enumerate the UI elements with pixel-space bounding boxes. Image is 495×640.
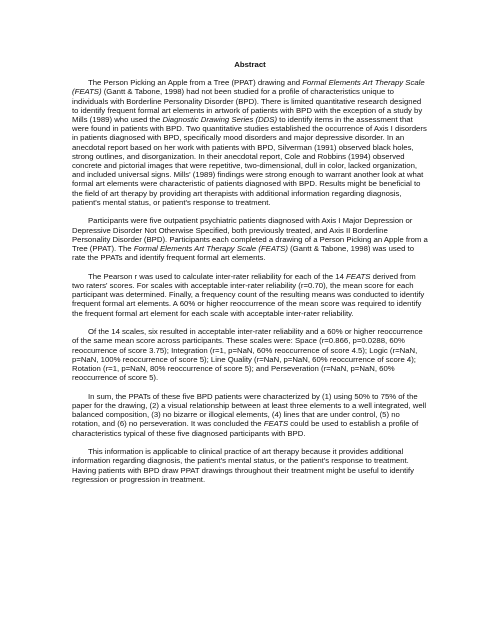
abstract-paragraph-5	[72, 392, 428, 438]
p5-text-2: could be used to establish a profile of characteristics typical of these five diagnosed participants with BPD.	[72, 419, 419, 438]
p1-italic-feats: Formal Elements Art Therapy Scale (FEATS)	[72, 78, 425, 97]
abstract-paragraph-2	[72, 216, 428, 262]
p5-text-1: In sum, the PPATs of these five BPD patients were characterized by (1) using 50% to 75% of the paper for the drawing, (2) a visual relationship between at least three elements to a well integrated, well balanced composition, (3) no bizarre or illogical elements, (4) lines that are under control, (5) no rotation, and (6) no perseveration. It was concluded the	[72, 391, 427, 429]
p1-italic-dds: Diagnostic Drawing Series (DDS)	[162, 115, 278, 125]
abstract-paragraph-6: This information is applicable to clinical practice of art therapy because it provides additional information regarding diagnosis, the patient's mental status, or the patient's response to treatment. Having patients with BPD draw PPAT drawings throughout their treatment might be useful to identify regression or progression in treatment.	[72, 447, 415, 484]
p1-text-1: The Person Picking an Apple from a Tree (PPAT) drawing and	[88, 78, 303, 88]
p2-text-2: (Gantt & Tabone, 1998) was used to rate the PPATs and identify frequent formal art elements.	[72, 244, 415, 263]
abstract-paragraph-3	[72, 272, 428, 318]
abstract-paragraph-1	[72, 78, 428, 207]
p5-italic-feats: FEATS	[263, 419, 289, 429]
document-title: Abstract	[234, 60, 266, 69]
p1-text-2: (Gantt & Tabone, 1998) had not been studied for a profile of characteristics unique to individuals with Borderline Personality Disorder (BPD). There is limited quantitative research designed to identify frequent formal art elements in artwork of patients with BPD with the exception of a study by Mills (1989) who used the	[72, 87, 423, 125]
p3-text-2: derived from two raters' scores. For scales with acceptable inter-rater reliability (r=0.70), the mean score for each participant was determined. Finally, a frequency count of the resulting means was conducted to identify frequent formal art elements. A 60% or higher reoccurrence of the mean score was required to identify the frequent formal art element for each scale with acceptable inter-rater reliability.	[72, 271, 425, 318]
p2-italic-feats: Formal Elements Art Therapy Scale (FEATS)	[133, 244, 288, 254]
abstract-paragraph-4: Of the 14 scales, six resulted in acceptable inter-rater reliability and a 60% or higher reoccurrence of the same mean score across participants. These scales were: Space (r=0.866, p=0.0288, 60% reoccurrence of score 3.75); Integration (r=1, p=NaN, 60% reoccurrence of score 4.5); Logic (r=NaN, p=NaN, 100% reoccurrence of score 5); Line Quality (r=NaN, p=NaN, 60% reoccurrence of score 4); Rotation (r=1, p=NaN, 80% reoccurrence of score 5); and Perseveration (r=NaN, p=NaN, 60% reoccurrence of score 5).	[72, 327, 423, 383]
p3-text-1: The Pearson r was used to calculate inter-rater reliability for each of the 14	[88, 271, 347, 281]
p2-text-1: Participants were five outpatient psychiatric patients diagnosed with Axis I Major Depression or Depressive Disorder Not Otherwise Specified, both previously treated, and Axis II Borderline Personality Disorder (BPD). Participants each completed a drawing of a Person Picking an Apple from a Tree (PPAT). The	[72, 216, 428, 254]
p3-italic-feats: FEATS	[346, 271, 371, 281]
p1-text-3: to identify items in the assessment that were found in patients with BPD. Two quantitative studies established the occurrence of Axis I disorders in patients diagnosed with BPD, specifically mood disorders and major depressive disorder. In an anecdotal report based on her work with patients with BPD, Silverman (1991) observed black holes, strong outlines, and disorganization. In their anecdotal report, Cole and Robbins (1994) observed concrete and pictorial images that were repetitive, two-dimensional, dull in color, lacked organization, and included universal signs. Mills' (1989) findings were strong enough to warrant another look at what formal art elements were characteristic of patients diagnosed with BPD. Results might be beneficial to the field of art therapy by providing art therapists with additional information regarding diagnosis, patient's mental status, or patient's response to treatment.	[72, 115, 427, 207]
document-page	[72, 60, 428, 493]
